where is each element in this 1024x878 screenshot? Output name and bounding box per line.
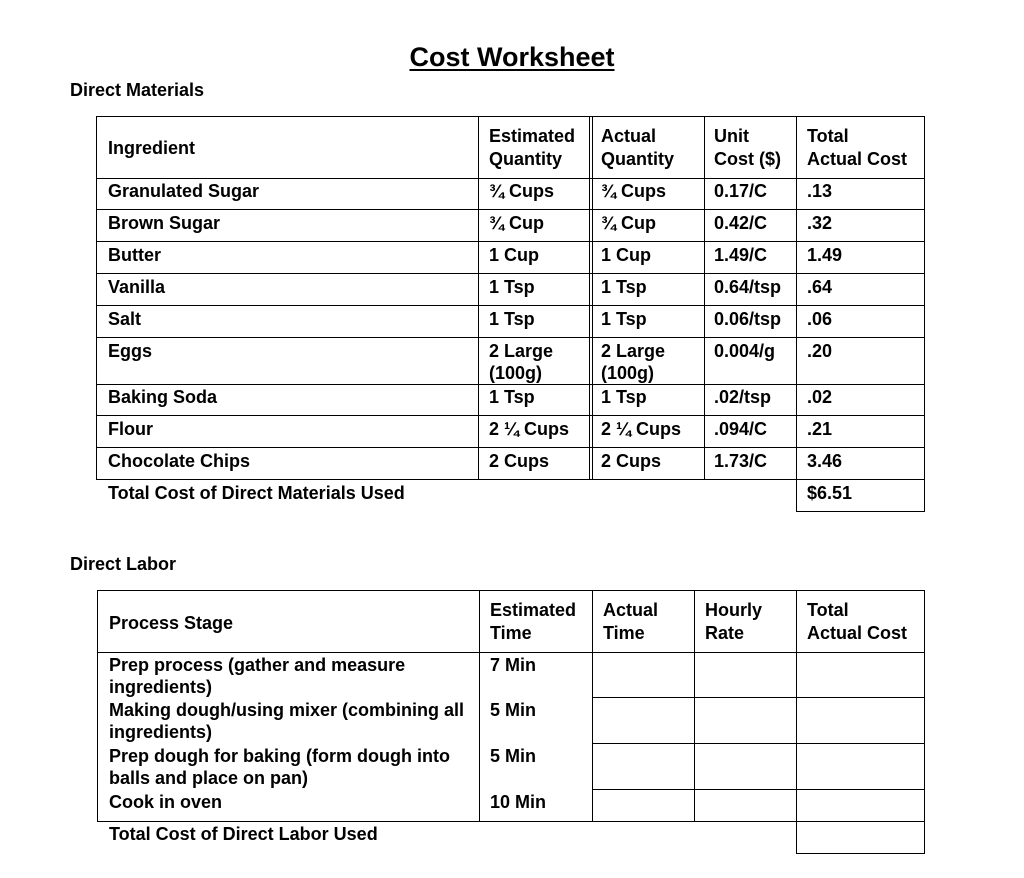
unit-cost-cell: .02/tsp <box>714 387 772 407</box>
unit-cost-cell: 0.64/tsp <box>714 277 782 297</box>
unit-cost-cell: 0.17/C <box>714 181 768 201</box>
direct-labor-label: Direct Labor <box>70 554 177 574</box>
actual-quantity-cell: 1 Tsp <box>601 387 647 407</box>
actual-quantity-cell-line2: (100g) <box>601 363 655 383</box>
estimated-time-cell: 10 Min <box>490 792 547 812</box>
estimated-quantity-cell: 1 Tsp <box>489 387 535 407</box>
header-total-actual-cost-line2: Actual Cost <box>807 149 908 169</box>
unit-cost-cell: 1.73/C <box>714 451 768 471</box>
unit-cost-cell: 1.49/C <box>714 245 768 265</box>
actual-quantity-cell: 1 Tsp <box>601 309 647 329</box>
unit-cost-cell: .094/C <box>714 419 768 439</box>
estimated-time-cell: 5 Min <box>490 746 537 766</box>
total-labor-label: Total Cost of Direct Labor Used <box>109 824 378 844</box>
total-cost-cell: .13 <box>807 181 833 201</box>
actual-quantity-cell-line1: 2 Large <box>601 341 666 361</box>
unit-cost-cell: 0.004/g <box>714 341 776 361</box>
estimated-time-cell: 5 Min <box>490 700 537 720</box>
ingredient-cell: Butter <box>108 245 161 265</box>
header-unit-cost-line2: Cost ($) <box>714 149 781 169</box>
total-cost-cell: 1.49 <box>807 245 843 265</box>
header-total-actual-cost-line1: Total <box>807 126 849 146</box>
header-total-actual-cost-line2: Actual Cost <box>807 623 908 643</box>
process-stage-cell: Prep process (gather and measure ingredients) <box>109 655 406 697</box>
actual-quantity-cell: ¾ Cups <box>601 181 667 201</box>
total-cost-cell: .20 <box>807 341 833 361</box>
ingredient-cell: Flour <box>108 419 153 439</box>
unit-cost-cell: 0.42/C <box>714 213 768 233</box>
total-cost-cell: .64 <box>807 277 833 297</box>
ingredient-cell: Brown Sugar <box>108 213 221 233</box>
total-cost-cell: .02 <box>807 387 833 407</box>
estimated-quantity-cell: 1 Tsp <box>489 277 535 297</box>
ingredient-cell: Baking Soda <box>108 387 218 407</box>
actual-quantity-cell: ¾ Cup <box>601 213 657 233</box>
ingredient-cell: Salt <box>108 309 142 329</box>
total-materials-value: $6.51 <box>807 483 853 503</box>
estimated-quantity-cell: ¾ Cup <box>489 213 545 233</box>
ingredient-cell: Chocolate Chips <box>108 451 251 471</box>
estimated-quantity-cell-line2: (100g) <box>489 363 543 383</box>
estimated-quantity-cell: 2 ¼ Cups <box>489 419 570 439</box>
page-title: Cost Worksheet <box>409 42 615 72</box>
header-estimated-time-line1: Estimated <box>490 600 577 620</box>
actual-quantity-cell: 2 Cups <box>601 451 662 471</box>
total-cost-cell: .06 <box>807 309 833 329</box>
total-cost-cell: .21 <box>807 419 833 439</box>
header-actual-quantity-line1: Actual <box>601 126 657 146</box>
ingredient-cell: Vanilla <box>108 277 166 297</box>
header-total-actual-cost-line1: Total <box>807 600 849 620</box>
header-unit-cost-line1: Unit <box>714 126 749 146</box>
estimated-quantity-cell-line1: 2 Large <box>489 341 554 361</box>
estimated-quantity-cell: ¾ Cups <box>489 181 555 201</box>
process-stage-cell: Cook in oven <box>109 792 223 812</box>
header-process-stage: Process Stage <box>109 613 234 633</box>
estimated-time-cell: 7 Min <box>490 655 537 675</box>
header-actual-time-line2: Time <box>603 623 645 643</box>
header-actual-time-line1: Actual <box>603 600 659 620</box>
unit-cost-cell: 0.06/tsp <box>714 309 782 329</box>
ingredient-cell: Granulated Sugar <box>108 181 260 201</box>
total-cost-cell: .32 <box>807 213 833 233</box>
estimated-quantity-cell: 1 Cup <box>489 245 540 265</box>
ingredient-cell: Eggs <box>108 341 153 361</box>
estimated-quantity-cell: 2 Cups <box>489 451 550 471</box>
header-hourly-rate-line1: Hourly <box>705 600 763 620</box>
actual-quantity-cell: 1 Cup <box>601 245 652 265</box>
header-estimated-time-line2: Time <box>490 623 532 643</box>
direct-materials-label: Direct Materials <box>70 80 205 100</box>
header-estimated-quantity-line2: Quantity <box>489 149 563 169</box>
header-estimated-quantity-line1: Estimated <box>489 126 576 146</box>
process-stage-cell: Prep dough for baking (form dough into balls and place on pan) <box>109 746 450 788</box>
total-materials-label: Total Cost of Direct Materials Used <box>108 483 405 503</box>
header-actual-quantity-line2: Quantity <box>601 149 675 169</box>
header-ingredient: Ingredient <box>108 138 196 158</box>
actual-quantity-cell: 1 Tsp <box>601 277 647 297</box>
estimated-quantity-cell: 1 Tsp <box>489 309 535 329</box>
total-cost-cell: 3.46 <box>807 451 843 471</box>
process-stage-cell: Making dough/using mixer (combining all ingredients) <box>109 700 465 742</box>
actual-quantity-cell: 2 ¼ Cups <box>601 419 682 439</box>
header-hourly-rate-line2: Rate <box>705 623 745 643</box>
